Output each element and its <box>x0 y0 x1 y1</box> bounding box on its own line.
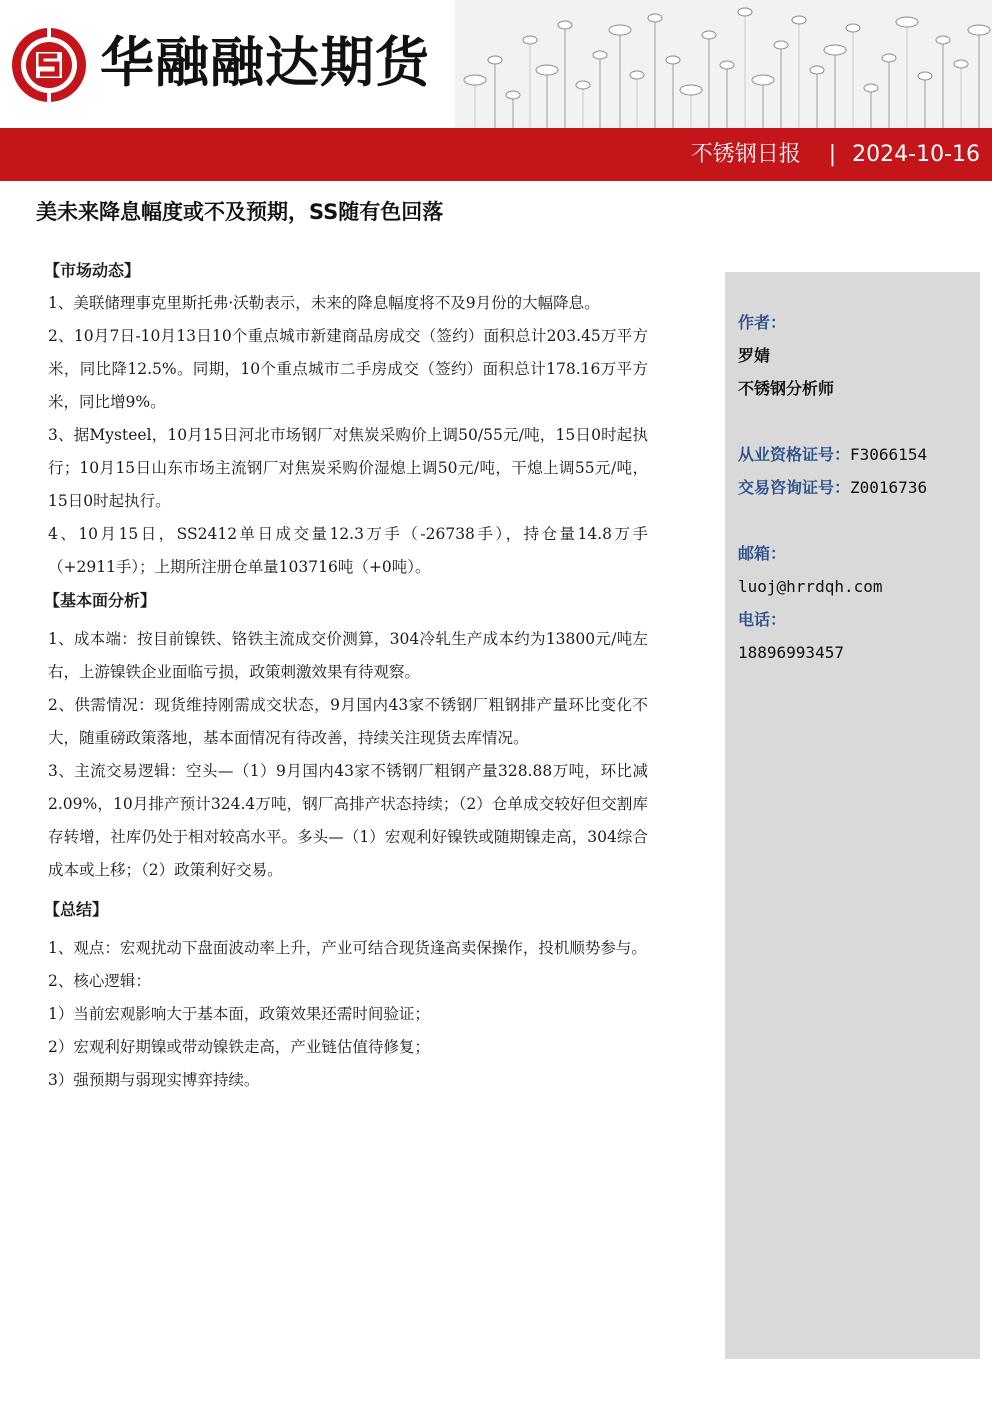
section-summary <box>44 893 648 1097</box>
paragraph: 2、核心逻辑： <box>48 972 151 990</box>
paragraph: 2）宏观利好期镍或带动镍铁走高，产业链估值待修复； <box>48 1038 430 1056</box>
consult-number: Z0016736 <box>850 478 928 497</box>
consult-row <box>738 471 978 504</box>
paragraph: 1、成本端：按目前镍铁、铬铁主流成交价测算，304冷轧生产成本约为13800元/吨左右，上游镍铁企业面临亏损，政策刺激效果有待观察。 <box>48 630 648 681</box>
report-type: 不锈钢日报 <box>690 142 801 167</box>
page-header <box>0 0 992 128</box>
paragraph: 3）强预期与弱现实博弈持续。 <box>48 1071 260 1089</box>
qualification-row <box>738 438 978 471</box>
company-logo-icon <box>10 26 88 104</box>
phone-label: 电话： <box>738 610 787 629</box>
email-label: 邮箱： <box>738 544 787 563</box>
paragraph: 3、据Mysteel，10月15日河北市场钢厂对焦炭采购价上调50/55元/吨，15日0时起执行；10月15日山东市场主流钢厂对焦炭采购价湿熄上调50元/吨，干熄上调55元/吨，15日0时起执行。 <box>48 426 648 510</box>
paragraph: 1、美联储理事克里斯托弗·沃勒表示，未来的降息幅度将不及9月份的大幅降息。 <box>48 294 600 312</box>
report-headline: 美未来降息幅度或不及预期，SS随有色回落 <box>36 200 444 224</box>
paragraph: 2、供需情况：现货维持刚需成交状态，9月国内43家不锈钢厂粗钢排产量环比变化不大，随重磅政策落地，基本面情况有待改善，持续关注现货去库情况。 <box>48 696 648 747</box>
author-label: 作者： <box>738 313 787 332</box>
author-name: 罗婧 <box>738 346 771 365</box>
section-title: 【基本面分析】 <box>44 591 157 610</box>
paragraph: 3、主流交易逻辑：空头—（1）9月国内43家不锈钢厂粗钢产量328.88万吨，环比减2.09%，10月排产预计324.4万吨，钢厂高排产状态持续；（2）仓单成交较好但交割库存转增，社库仍处于相对较高水平。多头—（1）宏观利好镍铁或随期镍走高，304综合成本或上移；（2）政策利好交易。 <box>48 762 648 879</box>
phone-number: 18896993457 <box>738 643 844 662</box>
paragraph: 2、10月7日-10月13日10个重点城市新建商品房成交（签约）面积总计203.45万平方米，同比降12.5%。同期，10个重点城市二手房成交（签约）面积总计178.16万平方米，同比增9%。 <box>48 327 648 411</box>
main-content <box>44 254 648 1097</box>
consult-label: 交易咨询证号： <box>738 478 851 497</box>
section-title: 【总结】 <box>44 900 109 919</box>
paragraph: 4、10月15日，SS2412单日成交量12.3万手（-26738手），持仓量14.8万手（+2911手）；上期所注册仓单量103716吨（+0吨）。 <box>48 525 648 576</box>
paragraph: 1）当前宏观影响大于基本面，政策效果还需时间验证； <box>48 1005 430 1023</box>
qualification-number: F3066154 <box>850 445 928 464</box>
report-date: 2024-10-16 <box>852 142 980 167</box>
brand-name: 华融融达期货 <box>100 31 430 94</box>
author-title: 不锈钢分析师 <box>738 379 835 398</box>
section-fundamentals <box>44 584 648 887</box>
qualification-label: 从业资格证号： <box>738 445 851 464</box>
decorative-pattern <box>455 0 992 128</box>
section-title: 【市场动态】 <box>44 261 141 280</box>
paragraph: 1、观点：宏观扰动下盘面波动率上升，产业可结合现货逢高卖保操作，投机顺势参与。 <box>48 939 647 957</box>
email-link[interactable]: luoj@hrrdqh.com <box>738 577 883 596</box>
report-banner <box>0 128 992 181</box>
banner-separator: | <box>828 142 837 167</box>
author-sidebar <box>725 272 980 1359</box>
section-market <box>44 254 648 584</box>
